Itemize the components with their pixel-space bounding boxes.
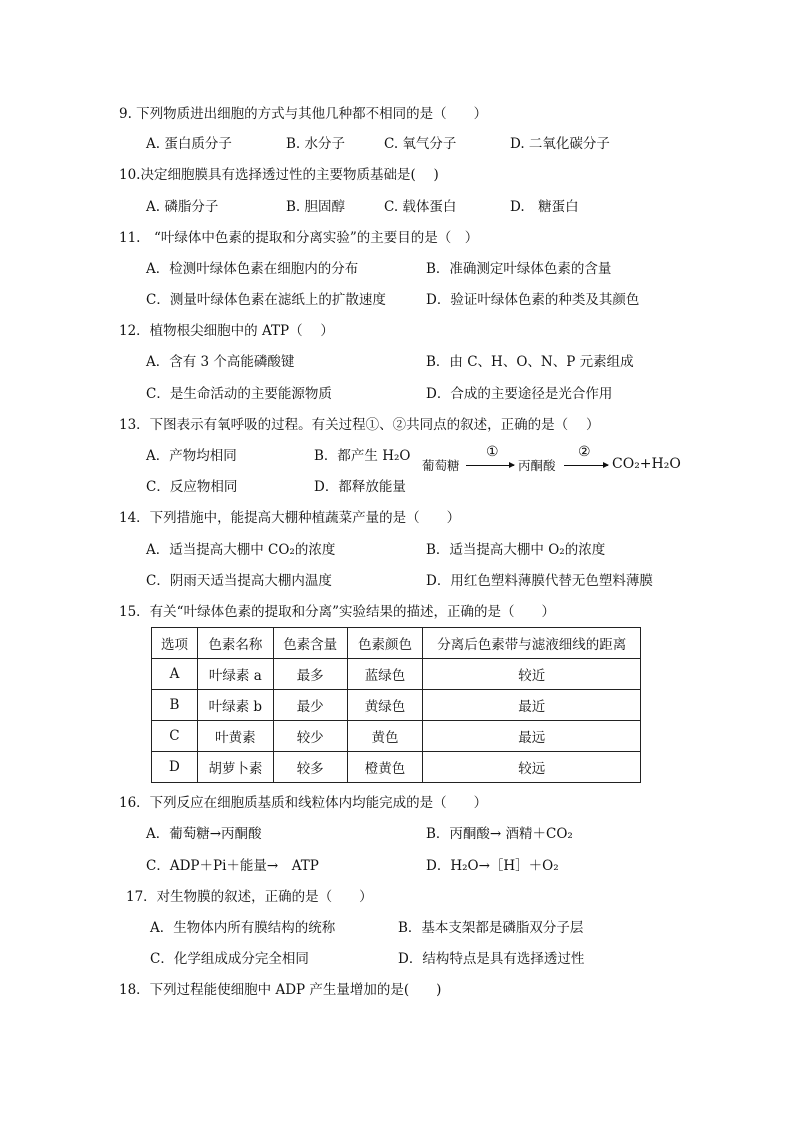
table-cell: 黄绿色 xyxy=(347,690,423,721)
table-row xyxy=(152,721,641,752)
table-cell: 较多 xyxy=(273,752,347,783)
table-cell: 较远 xyxy=(423,752,641,783)
table-cell: 黄色 xyxy=(347,721,423,752)
q11-option-b: B．准确测定叶绿体色素的含量 xyxy=(426,261,612,277)
q14-option-b: B．适当提高大棚中 O₂的浓度 xyxy=(426,542,606,558)
q10-option-d: D. 糖蛋白 xyxy=(510,199,579,215)
table-cell: D xyxy=(152,752,198,783)
q13-option-d: D．都释放能量 xyxy=(314,479,406,495)
diagram-arrow-1 xyxy=(466,465,514,466)
q14-option-d: D．用红色塑料薄膜代替无色塑料薄膜 xyxy=(426,573,653,589)
q17-option-a: A．生物体内所有膜结构的统称 xyxy=(150,920,336,936)
question-15-stem: 15．有关“叶绿体色素的提取和分离”实验结果的描述，正确的是（ ） xyxy=(119,604,555,620)
pigment-results-table xyxy=(151,627,641,783)
table-cell: 最多 xyxy=(273,659,347,690)
question-18-stem: 18．下列过程能使细胞中 ADP 产生量增加的是( ) xyxy=(119,982,442,998)
table-header-cell: 色素名称 xyxy=(197,628,273,659)
q17-option-c: C．化学组成成分完全相同 xyxy=(150,951,309,967)
question-17-stem: 17．对生物膜的叙述，正确的是（ ） xyxy=(126,889,373,905)
q17-option-d: D．结构特点是具有选择透过性 xyxy=(398,951,585,967)
diagram-arrow-2 xyxy=(564,465,608,466)
q9-option-a: A. 蛋白质分子 xyxy=(146,136,232,152)
q9-option-d: D. 二氧化碳分子 xyxy=(510,136,610,152)
table-cell: 叶绿素 a xyxy=(197,659,273,690)
q16-option-c: C．ADP＋Pi＋能量→ ATP xyxy=(146,858,319,874)
question-12-stem: 12．植物根尖细胞中的 ATP（ ） xyxy=(119,323,334,339)
q11-option-a: A．检测叶绿体色素在细胞内的分布 xyxy=(146,261,359,277)
question-16-stem: 16．下列反应在细胞质基质和线粒体内均能完成的是（ ） xyxy=(119,795,488,811)
question-13-stem: 13．下图表示有氧呼吸的过程。有关过程①、②共同点的叙述，正确的是（ ） xyxy=(119,417,600,433)
table-cell: C xyxy=(152,721,198,752)
table-cell: 胡萝卜素 xyxy=(197,752,273,783)
table-header-cell: 色素颜色 xyxy=(347,628,423,659)
table-header-row xyxy=(152,628,641,659)
table-cell: A xyxy=(152,659,198,690)
q10-option-c: C. 载体蛋白 xyxy=(384,199,457,215)
question-9-stem: 9. 下列物质进出细胞的方式与其他几种都不相同的是（ ） xyxy=(119,106,488,122)
question-11-stem: 11. “叶绿体中色素的提取和分离实验”的主要目的是（ ） xyxy=(119,230,479,246)
aerobic-respiration-diagram xyxy=(422,446,692,476)
table-row xyxy=(152,659,641,690)
table-cell: B xyxy=(152,690,198,721)
q12-option-b: B．由 C、H、O、N、P 元素组成 xyxy=(426,354,634,370)
table-cell: 叶黄素 xyxy=(197,721,273,752)
q9-option-c: C. 氧气分子 xyxy=(384,136,457,152)
table-cell: 橙黄色 xyxy=(347,752,423,783)
q12-option-a: A．含有 3 个高能磷酸键 xyxy=(146,354,295,370)
question-14-stem: 14．下列措施中，能提高大棚种植蔬菜产量的是（ ） xyxy=(119,510,461,526)
table-header-cell: 选项 xyxy=(152,628,198,659)
q17-option-b: B．基本支架都是磷脂双分子层 xyxy=(398,920,584,936)
table-cell: 蓝绿色 xyxy=(347,659,423,690)
q14-option-c: C．阴雨天适当提高大棚内温度 xyxy=(146,573,332,589)
table-header-cell: 分离后色素带与滤液细线的距离 xyxy=(423,628,641,659)
table-cell: 最近 xyxy=(423,690,641,721)
diagram-step1-label: ① xyxy=(486,444,499,460)
q16-option-d: D．H₂O→［H］＋O₂ xyxy=(426,858,559,874)
diagram-product-label: CO₂+H₂O xyxy=(612,456,681,472)
table-cell: 较近 xyxy=(423,659,641,690)
q16-option-b: B．丙酮酸→ 酒精＋CO₂ xyxy=(426,826,573,842)
q10-option-b: B. 胆固醇 xyxy=(286,199,346,215)
q12-option-d: D．合成的主要途径是光合作用 xyxy=(426,386,613,402)
q11-option-c: C．测量叶绿体色素在滤纸上的扩散速度 xyxy=(146,292,386,308)
table-cell: 较少 xyxy=(273,721,347,752)
q10-option-a: A. 磷脂分子 xyxy=(146,199,219,215)
q9-option-b: B. 水分子 xyxy=(286,136,346,152)
diagram-glucose-label: 葡萄糖 xyxy=(422,458,460,473)
table-row xyxy=(152,690,641,721)
question-10-stem: 10.决定细胞膜具有选择透过性的主要物质基础是( ) xyxy=(119,167,439,183)
table-cell: 最少 xyxy=(273,690,347,721)
diagram-step2-label: ② xyxy=(578,444,591,460)
q12-option-c: C．是生命活动的主要能源物质 xyxy=(146,386,332,402)
table-cell: 最远 xyxy=(423,721,641,752)
diagram-pyruvate-label: 丙酮酸 xyxy=(518,458,556,473)
q13-option-b: B．都产生 H₂O xyxy=(314,448,411,464)
q11-option-d: D．验证叶绿体色素的种类及其颜色 xyxy=(426,292,640,308)
q13-option-a: A．产物均相同 xyxy=(146,448,237,464)
q16-option-a: A．葡萄糖→丙酮酸 xyxy=(146,826,262,842)
table-header-cell: 色素含量 xyxy=(273,628,347,659)
table-cell: 叶绿素 b xyxy=(197,690,273,721)
q13-option-c: C．反应物相同 xyxy=(146,479,238,495)
table-row xyxy=(152,752,641,783)
q14-option-a: A．适当提高大棚中 CO₂的浓度 xyxy=(146,542,336,558)
